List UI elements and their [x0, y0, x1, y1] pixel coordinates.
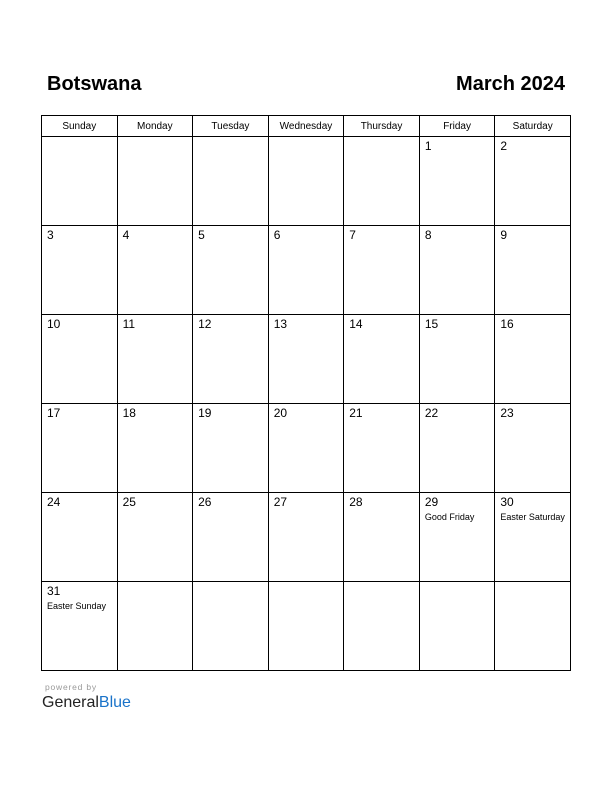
day-cell [193, 493, 269, 582]
day-cell [344, 226, 420, 315]
day-number: 14 [349, 317, 363, 331]
generalblue-logo[interactable] [42, 693, 131, 713]
day-cell [117, 315, 193, 404]
day-cell [268, 137, 344, 226]
weekday-header: Saturday [495, 116, 571, 137]
day-cell [268, 226, 344, 315]
weekday-header: Thursday [344, 116, 420, 137]
day-number: 15 [424, 317, 439, 331]
day-number: 20 [273, 406, 288, 420]
week-row [42, 582, 571, 671]
brand-general-text: General [42, 694, 99, 711]
day-cell [42, 582, 118, 671]
month-year-title: March 2024 [456, 73, 565, 95]
day-cell [419, 226, 495, 315]
day-number: 9 [500, 228, 508, 242]
day-cell [117, 404, 193, 493]
day-cell [193, 404, 269, 493]
day-number: 6 [273, 228, 281, 242]
day-number: 30 [500, 495, 514, 509]
day-cell [193, 137, 269, 226]
day-cell [42, 404, 118, 493]
week-row [42, 226, 571, 315]
day-cell [42, 315, 118, 404]
day-cell [268, 404, 344, 493]
day-number: 13 [273, 317, 288, 331]
day-cell [344, 315, 420, 404]
day-cell [495, 315, 571, 404]
day-cell [495, 226, 571, 315]
day-cell [193, 315, 269, 404]
day-number: 2 [500, 139, 508, 153]
day-cell [193, 582, 269, 671]
day-number: 10 [47, 317, 61, 331]
day-number: 26 [198, 495, 212, 509]
day-cell [495, 582, 571, 671]
day-cell [42, 226, 118, 315]
day-number: 8 [424, 228, 432, 242]
weekday-header: Friday [419, 116, 495, 137]
day-cell [117, 582, 193, 671]
day-cell [268, 493, 344, 582]
day-cell [117, 493, 193, 582]
day-cell [495, 137, 571, 226]
day-number: 17 [47, 406, 61, 420]
day-number: 24 [47, 495, 61, 509]
day-number: 28 [349, 495, 363, 509]
day-number: 7 [349, 228, 356, 242]
day-number: 22 [424, 406, 439, 420]
holiday-label: Easter Saturday [500, 512, 565, 522]
weekday-header: Wednesday [268, 116, 344, 137]
day-number: 4 [122, 228, 130, 242]
day-cell [193, 226, 269, 315]
day-cell [42, 493, 118, 582]
day-cell [344, 493, 420, 582]
day-cell [117, 137, 193, 226]
day-cell [495, 493, 571, 582]
day-number: 18 [122, 406, 136, 420]
weekday-header: Monday [117, 116, 193, 137]
day-number: 21 [349, 406, 363, 420]
weekday-header: Sunday [42, 116, 118, 137]
day-number: 3 [47, 228, 54, 242]
day-cell [495, 404, 571, 493]
country-title: Botswana [47, 73, 142, 95]
day-number: 12 [198, 317, 212, 331]
day-cell [268, 315, 344, 404]
day-number: 5 [198, 228, 205, 242]
holiday-label: Easter Sunday [47, 601, 107, 611]
week-row [42, 493, 571, 582]
day-cell [419, 404, 495, 493]
day-number: 16 [500, 317, 514, 331]
day-number: 1 [424, 139, 432, 153]
day-cell [419, 137, 495, 226]
day-cell [117, 226, 193, 315]
day-cell [344, 137, 420, 226]
week-row [42, 137, 571, 226]
day-cell [419, 493, 495, 582]
day-number: 29 [424, 495, 439, 509]
holiday-label: Good Friday [424, 512, 475, 522]
day-number: 27 [273, 495, 288, 509]
day-number: 11 [122, 317, 136, 331]
weekday-header-row [42, 116, 571, 137]
day-cell [42, 137, 118, 226]
day-number: 31 [47, 584, 61, 598]
day-number: 25 [122, 495, 136, 509]
calendar-grid [41, 115, 571, 671]
brand-blue-text: Blue [98, 694, 131, 711]
day-cell [419, 582, 495, 671]
week-row [42, 315, 571, 404]
day-cell [419, 315, 495, 404]
powered-by-text: powered by [45, 682, 97, 692]
day-number: 23 [500, 406, 514, 420]
weekday-header: Tuesday [193, 116, 269, 137]
day-cell [268, 582, 344, 671]
day-number: 19 [198, 406, 212, 420]
day-cell [344, 404, 420, 493]
week-row [42, 404, 571, 493]
day-cell [344, 582, 420, 671]
